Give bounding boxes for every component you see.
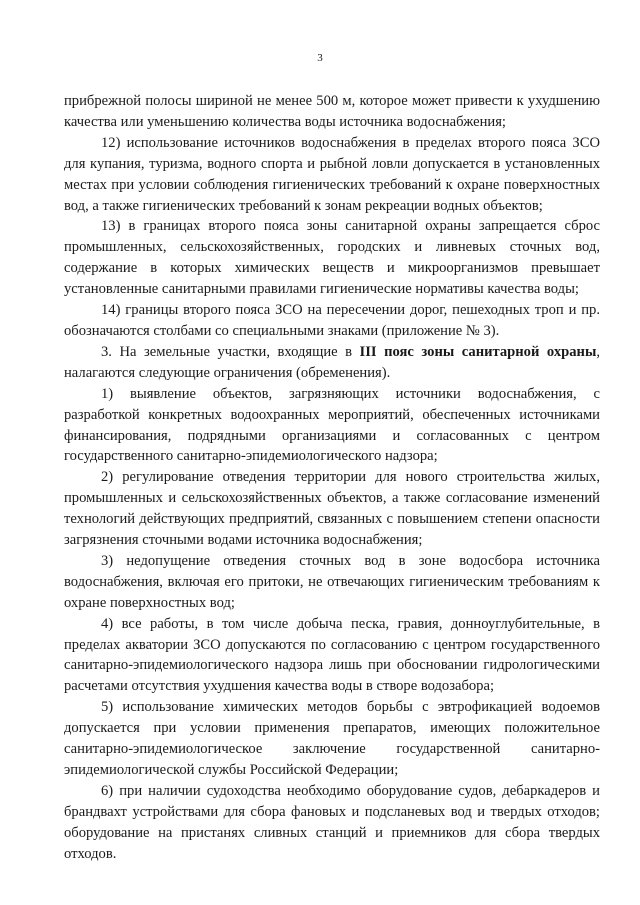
paragraph-item-1: 1) выявление объектов, загрязняющих источники водоснабжения, с разработкой конкретных водоохранных мероприятий, обеспеченных источниками финансирования, подрядными организациями и согласованных с центром государственного санитарно-эпидемиологического надзора;	[64, 385, 600, 465]
paragraph-item-4: 4) все работы, в том числе добыча песка, гравия, донноуглубительные, в пределах акватории ЗСО допускаются по согласованию с центром государственного санитарно-эпидемиологического надзора лишь при обосновании гидрологическими расчетами отсутствия ухудшения качества воды в створе водозабора;	[64, 615, 600, 695]
paragraph-item-2: 2) регулирование отведения территории для нового строительства жилых, промышленных и сельскохозяйственных объектов, а также согласование изменений технологий действующих предприятий, связанных с повышением степени опасности загрязнения сточными водами источника водоснабжения;	[64, 469, 600, 549]
section-3-prefix: 3. На земельные участки, входящие в	[101, 343, 360, 360]
paragraph-item-5: 5) использование химических методов борьбы с эвтрофикацией водоемов допускается при условии применения препаратов, имеющих положительное санитарно-эпидемиологическое заключение государственной санитарно-эпидемиологической службы Российской Федерации;	[64, 699, 600, 778]
paragraph-item-3: 3) недопущение отведения сточных вод в зоне водосбора источника водоснабжения, включая его притоки, не отвечающих гигиеническим требованиям к охране поверхностных вод;	[64, 552, 600, 611]
document-body	[64, 91, 600, 865]
paragraph-item-12: 12) использование источников водоснабжения в пределах второго пояса ЗСО для купания, туризма, водного спорта и рыбной ловли допускается в установленных местах при условии соблюдения гигиенических требований к охране поверхностных вод, а также гигиенических требований к зонам рекреации водных объектов;	[64, 134, 600, 214]
paragraph-section-3	[64, 342, 600, 384]
paragraph-item-14: 14) границы второго пояса ЗСО на пересечении дорог, пешеходных троп и пр. обозначаются столбами со специальными знаками (приложение № 3).	[64, 302, 600, 339]
paragraph-item-6: 6) при наличии судоходства необходимо оборудование судов, дебаркадеров и брандвахт устройствами для сбора фановых и подсланевых вод и твердых отходов; оборудование на пристанях сливных станций и приемников для сбора твердых отходов.	[64, 782, 600, 862]
page-number: 3	[317, 52, 323, 64]
section-3-suffix: , налагаются следующие ограничения (обременения).	[64, 343, 600, 381]
section-3-bold: III пояс зоны санитарной охраны	[359, 343, 597, 360]
paragraph-continuation: прибрежной полосы шириной не менее 500 м, которое может привести к ухудшению качества или уменьшению количества воды источника водоснабжения;	[64, 93, 600, 130]
paragraph-item-13: 13) в границах второго пояса зоны санитарной охраны запрещается сброс промышленных, сельскохозяйственных, городских и ливневых сточных вод, содержание в которых химических веществ и микроорганизмов превышает установленные санитарными правилами гигиенические нормативы качества воды;	[64, 218, 600, 298]
